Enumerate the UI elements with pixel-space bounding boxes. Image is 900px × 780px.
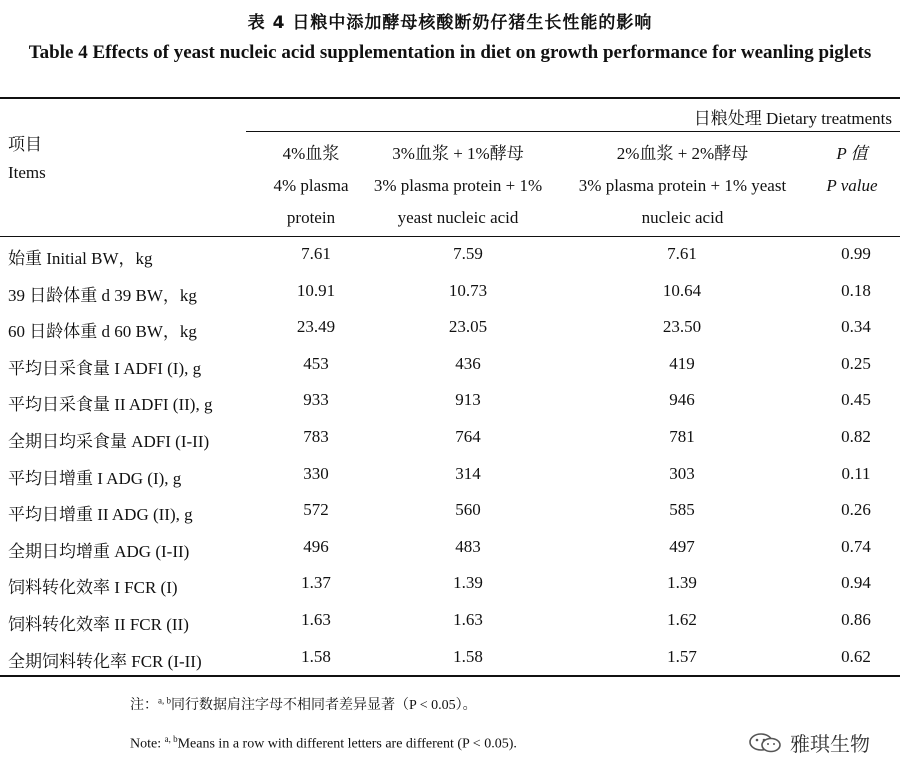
col-header-3-en2: nucleic acid xyxy=(641,208,724,227)
value-cell: 7.59 xyxy=(453,244,483,263)
row-label: 60 日龄体重 d 60 BW，kg xyxy=(8,322,197,342)
value-cell: 585 xyxy=(669,500,695,520)
value-cell: 7.61 xyxy=(301,244,331,263)
value-cell: 781 xyxy=(669,427,695,446)
items-header-cn: 项目 xyxy=(8,135,42,154)
note-cn-text: 同行数据肩注字母不相同者差异显著（P < 0.05）。 xyxy=(171,698,477,713)
note-en-sup: a, b xyxy=(164,734,178,744)
value-cell: 1.57 xyxy=(667,646,697,666)
header-rule xyxy=(0,236,900,237)
value-cell: 23.50 xyxy=(662,317,702,337)
value-cell: 1.39 xyxy=(453,573,483,593)
value-cell: 453 xyxy=(303,353,329,373)
note-en-prefix: Note: xyxy=(130,736,165,752)
value-cell: 10.73 xyxy=(448,280,488,300)
col-header-p xyxy=(812,138,892,202)
value-cell: 314 xyxy=(455,463,481,483)
col-header-1-cn: 4%血浆 xyxy=(282,144,340,163)
p-value-cell: 0.86 xyxy=(841,610,871,629)
value-cell: 1.58 xyxy=(301,646,331,666)
row-label: 平均日增重 II ADG (II), g xyxy=(8,505,193,525)
p-value-cell: 0.25 xyxy=(841,353,871,373)
value-cell: 330 xyxy=(303,463,329,483)
row-label: 39 日龄体重 d 39 BW，kg xyxy=(8,285,197,305)
p-value-cell: 0.82 xyxy=(841,427,871,446)
p-value-cell: 0.74 xyxy=(841,536,871,556)
p-value-cell: 0.94 xyxy=(841,573,871,593)
col-header-1-en2: protein xyxy=(286,208,336,227)
value-cell: 913 xyxy=(455,390,481,410)
value-cell: 1.37 xyxy=(301,573,331,593)
value-cell: 7.61 xyxy=(667,244,697,263)
value-cell: 572 xyxy=(303,500,329,520)
value-cell: 1.63 xyxy=(301,610,331,629)
value-cell: 1.63 xyxy=(453,610,483,629)
p-value-cell: 0.99 xyxy=(841,244,871,263)
value-cell: 560 xyxy=(455,500,481,520)
watermark-text: 雅琪生物 xyxy=(790,732,870,756)
row-label: 饲料转化效率 I FCR (I) xyxy=(8,578,178,598)
wechat-icon xyxy=(748,732,782,754)
col-header-2 xyxy=(358,138,558,234)
watermark xyxy=(748,728,870,757)
col-header-3-cn: 2%血浆 + 2%酵母 xyxy=(616,144,749,163)
p-value-cell: 0.18 xyxy=(841,280,871,300)
p-value-cell: 0.34 xyxy=(841,317,871,337)
p-value-cell: 0.62 xyxy=(841,646,871,666)
group-rule xyxy=(246,131,900,132)
row-label: 全期日均采食量 ADFI (I-II) xyxy=(8,432,210,451)
col-header-3 xyxy=(560,138,805,234)
value-cell: 419 xyxy=(669,353,695,373)
group-header: 日粮处理 Dietary treatments xyxy=(693,109,892,128)
top-rule xyxy=(0,97,900,99)
col-header-2-en1: 3% plasma protein + 1% xyxy=(373,176,543,195)
col-header-1 xyxy=(256,138,366,234)
value-cell: 1.58 xyxy=(453,646,483,666)
p-value-cell: 0.11 xyxy=(841,463,871,483)
value-cell: 10.91 xyxy=(296,280,336,300)
col-header-1-en1: 4% plasma xyxy=(273,176,349,195)
note-cn-sup: a, b xyxy=(158,695,171,706)
bottom-rule xyxy=(0,675,900,677)
value-cell: 933 xyxy=(303,390,329,410)
row-label: 始重 Initial BW，kg xyxy=(8,249,153,268)
value-cell: 303 xyxy=(669,463,695,483)
value-cell: 436 xyxy=(455,353,481,373)
col-header-2-en2: yeast nucleic acid xyxy=(397,208,519,227)
note-en-text: Means in a row with different letters are different (P < 0.05). xyxy=(177,736,517,752)
value-cell: 483 xyxy=(455,536,481,556)
value-cell: 23.49 xyxy=(296,317,336,337)
p-value-cell: 0.26 xyxy=(841,500,871,520)
p-value-cell: 0.45 xyxy=(841,390,871,410)
note-cn xyxy=(130,694,477,714)
value-cell: 1.62 xyxy=(667,610,697,629)
col-header-p-en: P value xyxy=(826,176,878,195)
value-cell: 496 xyxy=(303,536,329,556)
note-en xyxy=(130,734,517,753)
value-cell: 946 xyxy=(669,390,695,410)
value-cell: 23.05 xyxy=(448,317,488,337)
value-cell: 497 xyxy=(669,536,695,556)
value-cell: 10.64 xyxy=(662,280,702,300)
row-label: 全期饲料转化率 FCR (I-II) xyxy=(8,651,202,671)
row-label: 全期日均增重 ADG (I-II) xyxy=(8,541,190,561)
col-header-3-en1: 3% plasma protein + 1% yeast xyxy=(578,176,787,195)
table-title-en: Table 4 Effects of yeast nucleic acid supplementation in diet on growth performance for weanling piglets xyxy=(28,42,872,63)
note-cn-prefix: 注： xyxy=(130,698,158,713)
value-cell: 783 xyxy=(303,427,329,446)
table-title-cn: 表 4 日粮中添加酵母核酸断奶仔猪生长性能的影响 xyxy=(247,13,653,33)
row-label: 饲料转化效率 II FCR (II) xyxy=(8,615,189,634)
value-cell: 1.39 xyxy=(667,573,697,593)
value-cell: 764 xyxy=(455,427,481,446)
items-header-en: Items xyxy=(8,163,46,182)
col-header-2-cn: 3%血浆 + 1%酵母 xyxy=(392,144,524,163)
row-label: 平均日采食量 II ADFI (II), g xyxy=(8,395,213,415)
row-label: 平均日增重 I ADG (I), g xyxy=(8,468,182,488)
row-label: 平均日采食量 I ADFI (I), g xyxy=(8,358,202,378)
col-header-p-cn: P 值 xyxy=(836,144,868,163)
